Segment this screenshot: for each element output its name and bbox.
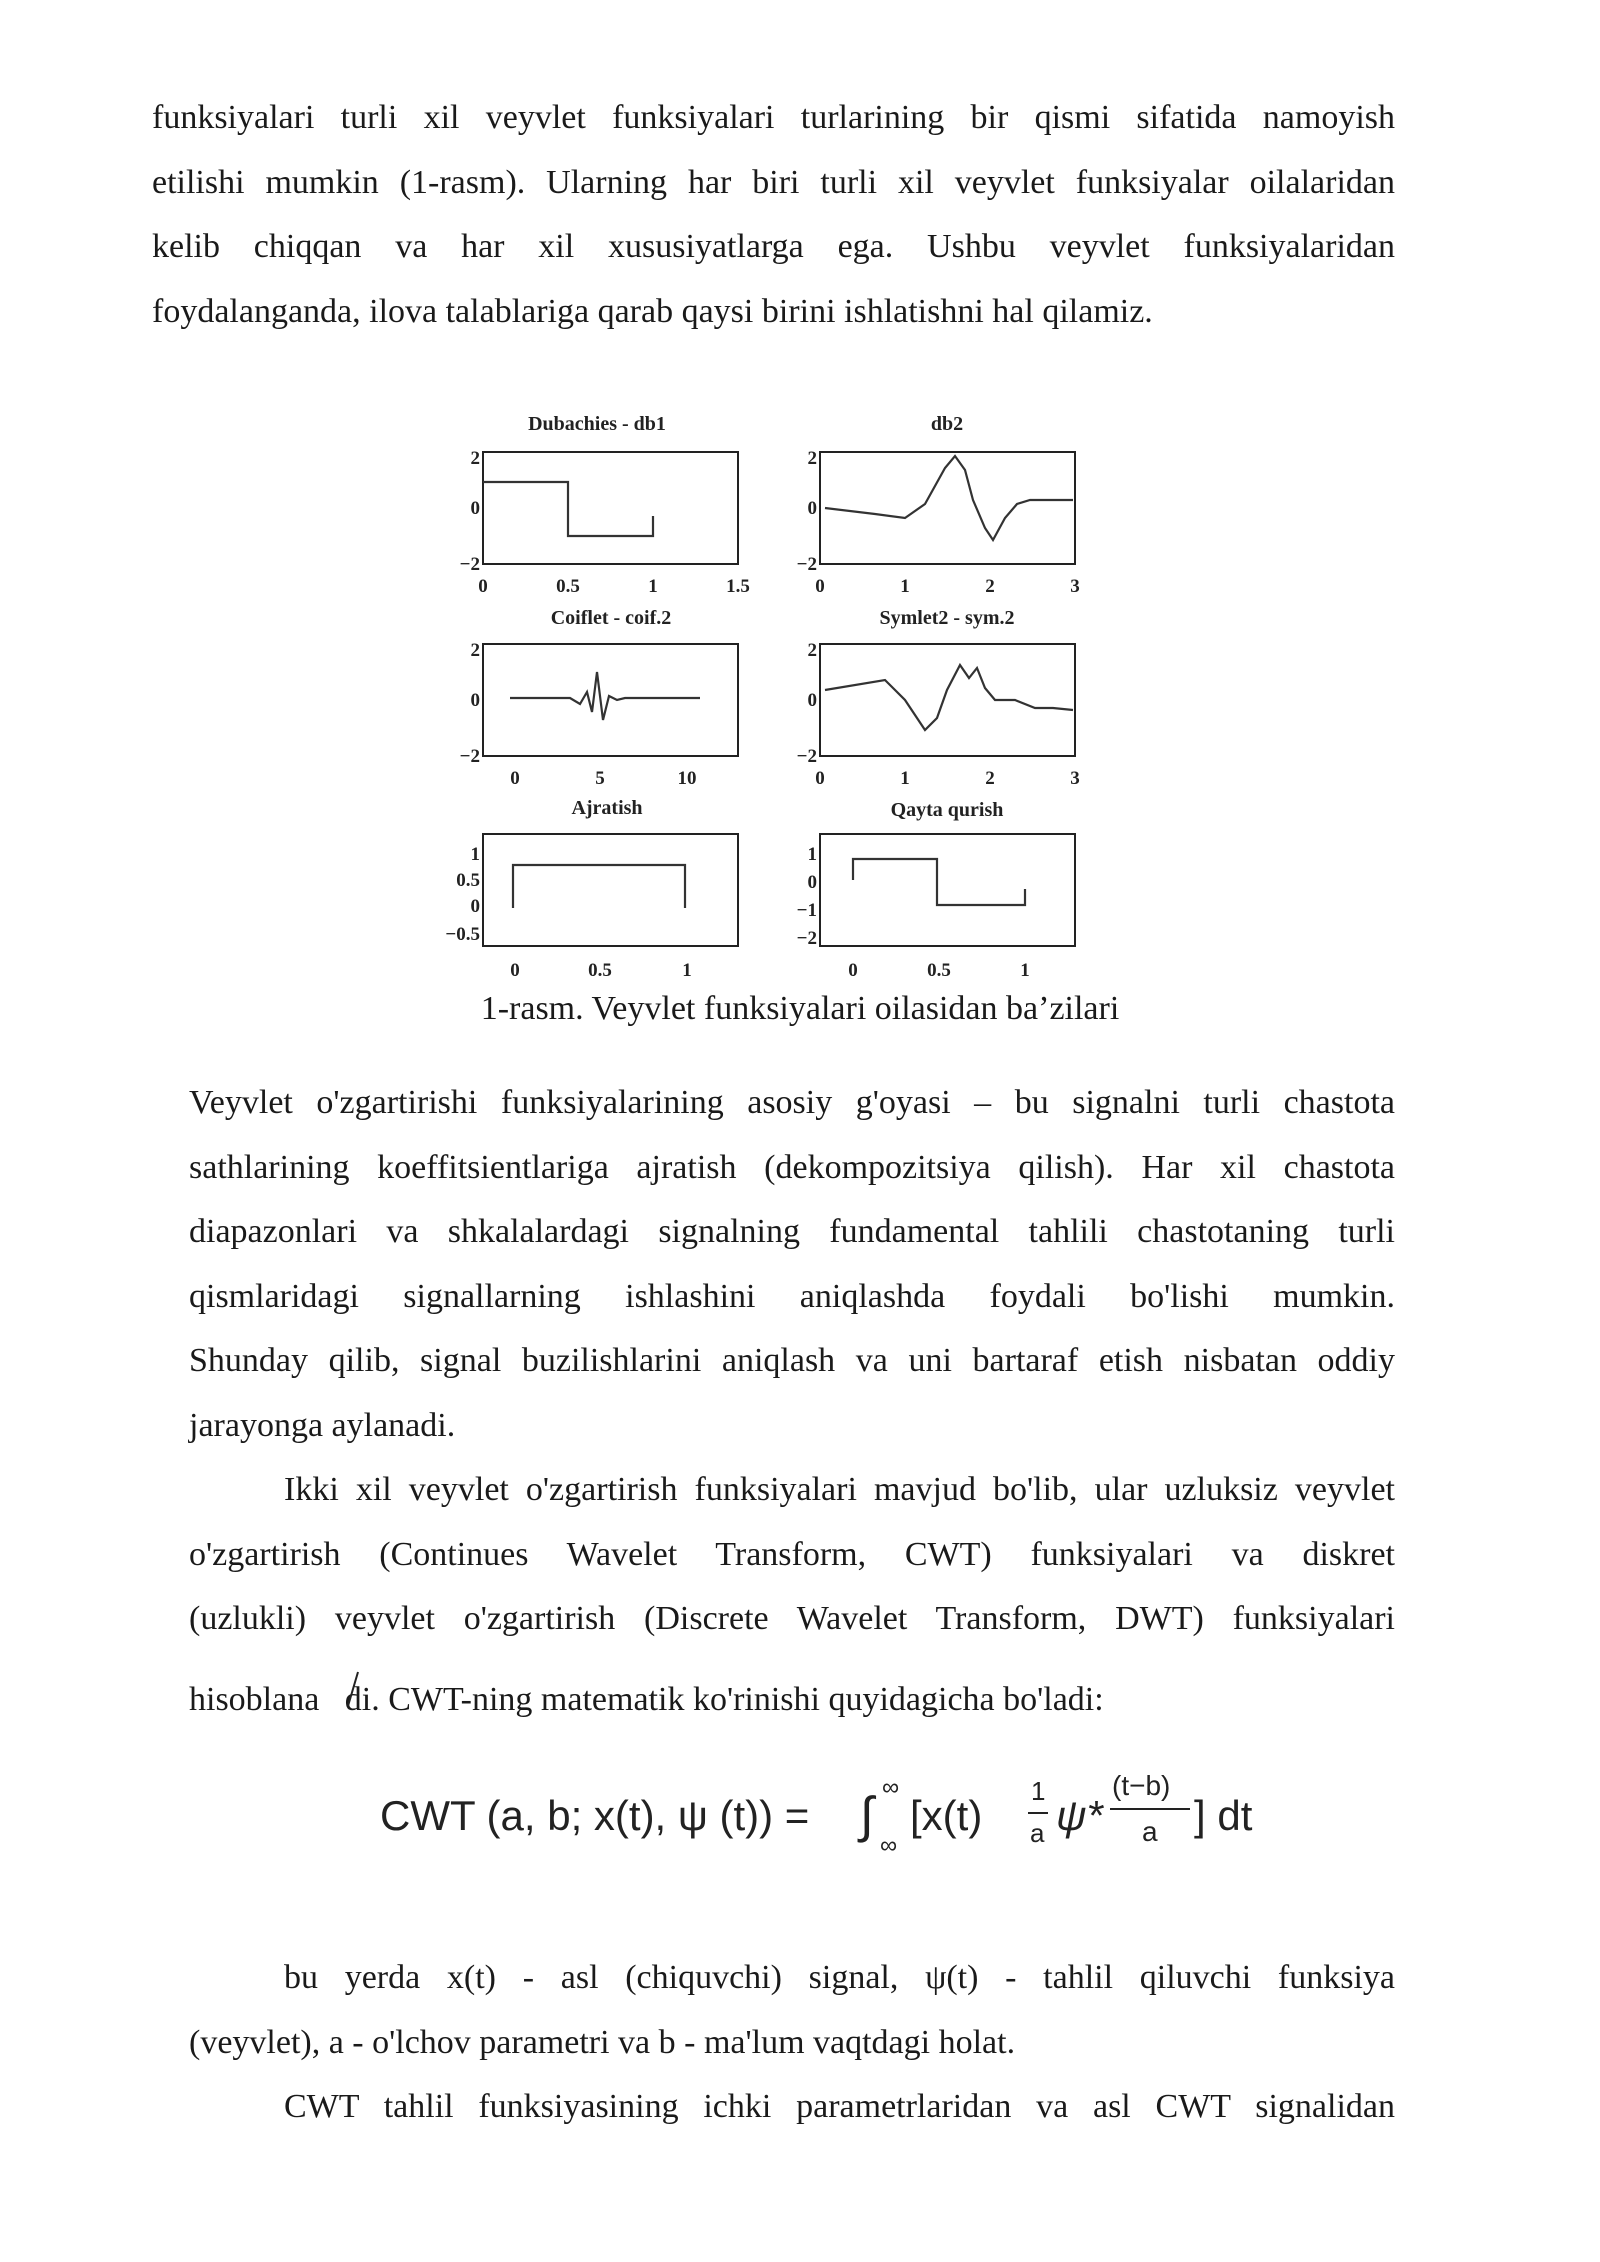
- y-tick: 0: [470, 498, 480, 519]
- y-tick: −2: [796, 554, 817, 575]
- text-line: kelib chiqqan va har xil xususiyatlarga ega. Ushbu veyvlet funksiyalaridan: [152, 228, 1395, 265]
- y-tick: −0.5: [445, 924, 480, 945]
- x-tick: 1: [900, 768, 910, 789]
- y-tick: −1: [796, 900, 817, 921]
- body-paragraph: [189, 1946, 1395, 2075]
- fraction-bar: [1110, 1808, 1190, 1810]
- text-line: funksiyalari turli xil veyvlet funksiyalari turlarining bir qismi sifatida namoyish: [152, 99, 1395, 136]
- x-tick: 10: [677, 768, 697, 789]
- panel-frame-qayta-qurish: [820, 834, 1075, 946]
- panel-title: Qayta qurish: [890, 799, 1004, 821]
- curve-db2: [825, 456, 1073, 540]
- y-tick: 0: [470, 690, 480, 711]
- y-tick: 2: [470, 448, 480, 469]
- x-tick: 0: [510, 768, 520, 789]
- x-tick: 1: [900, 576, 910, 597]
- x-tick: 0: [848, 960, 858, 981]
- body-paragraph: [189, 1071, 1395, 1458]
- text-line: sathlarining koeffitsientlariga ajratish (dekompozitsiya qilish). Har xil chastota: [189, 1148, 1395, 1186]
- x-tick: 0.5: [588, 960, 612, 981]
- y-tick: −2: [796, 928, 817, 949]
- curve-ajratish: [513, 865, 685, 908]
- text-line: Shunday qilib, signal buzilishlarini aniqlash va uni bartaraf etish nisbatan oddiy: [189, 1342, 1395, 1379]
- frac1-num: 1: [1031, 1776, 1046, 1806]
- y-tick: 2: [470, 640, 480, 661]
- panel-title: Symlet2 - sym.2: [879, 607, 1015, 629]
- panel-title: Ajratish: [571, 797, 643, 819]
- integral-lower: ∞: [880, 1832, 898, 1859]
- x-tick: 0: [815, 576, 825, 597]
- x-tick: 3: [1070, 576, 1080, 597]
- x-tick: 2: [985, 768, 995, 789]
- curve-coif2: [510, 672, 700, 720]
- y-tick: −2: [459, 554, 480, 575]
- equation-lhs: CWT (a, b; x(t), ψ (t)) =: [380, 1792, 810, 1839]
- y-tick: −2: [459, 746, 480, 767]
- y-tick: 0: [470, 896, 480, 917]
- y-tick: 0: [807, 498, 817, 519]
- x-tick: 1.5: [726, 576, 750, 597]
- body-paragraph: [189, 1458, 1395, 1732]
- text-line: (uzlukli) veyvlet o'zgartirish (Discrete Wavelet Transform, DWT) funksiyalari: [189, 1600, 1395, 1637]
- y-tick: 0: [807, 690, 817, 711]
- curve-sym2: [825, 665, 1073, 730]
- panel-frame-ajratish: [483, 834, 738, 946]
- text-line: (veyvlet), a - o'lchov parametri va b - ma'lum vaqtdagi holat.: [189, 2023, 1016, 2061]
- panel-frame-coif2: [483, 644, 738, 756]
- panel-frame-sym2: [820, 644, 1075, 756]
- figure-caption: 1-rasm. Veyvlet funksiyalari oilasidan ba’zilari: [480, 990, 1120, 1027]
- curve-db1: [483, 482, 653, 536]
- equation-body-open: [x(t): [910, 1792, 983, 1839]
- body-paragraph: [189, 2075, 1395, 2140]
- panel-frame-db1: [483, 452, 738, 564]
- text-line: bu yerda x(t) - asl (chiquvchi) signal, ψ(t) - tahlil qiluvchi funksiya: [284, 1959, 1395, 1996]
- x-tick: 0: [478, 576, 488, 597]
- text-line: Ikki xil veyvlet o'zgartirish funksiyalari mavjud bo'lib, ular uzluksiz veyvlet: [284, 1471, 1395, 1508]
- frac2-den: a: [1142, 1816, 1158, 1847]
- wavelet-figure: [425, 400, 1125, 985]
- psi-star: ψ*: [1056, 1792, 1103, 1839]
- panel-title: Dubachies - db1: [528, 413, 666, 435]
- x-tick: 0.5: [927, 960, 951, 981]
- text-line: diapazonlari va shkalalardagi signalning fundamental tahlili chastotaning turli: [189, 1213, 1395, 1250]
- y-tick: 0.5: [456, 870, 480, 891]
- intro-paragraph: [152, 86, 1395, 344]
- panel-frame-db2: [820, 452, 1075, 564]
- y-tick: 2: [807, 448, 817, 469]
- x-tick: 0.5: [556, 576, 580, 597]
- y-tick: −2: [796, 746, 817, 767]
- x-tick: 3: [1070, 768, 1080, 789]
- text-line: o'zgartirish (Continues Wavelet Transform, CWT) funksiyalari va diskret: [189, 1535, 1395, 1573]
- cwt-equation: [380, 1770, 1280, 1880]
- frac1-den: a: [1030, 1818, 1045, 1848]
- equation-body-close: ] dt: [1194, 1792, 1253, 1839]
- x-tick: 1: [648, 576, 658, 597]
- curve-qayta-qurish: [853, 859, 1025, 905]
- x-tick: 0: [510, 960, 520, 981]
- y-tick: 2: [807, 640, 817, 661]
- x-tick: 1: [682, 960, 692, 981]
- frac2-num: (t−b): [1112, 1770, 1171, 1801]
- x-tick: 5: [595, 768, 605, 789]
- text-line: foydalanganda, ilova talablariga qarab qaysi birini ishlatishni hal qilamiz.: [152, 292, 1153, 330]
- x-tick: 1: [1020, 960, 1030, 981]
- integral-sign: ∫: [860, 1787, 874, 1843]
- text-line: hisoblana di. CWT-ning matematik ko'rinishi quyidagicha bo'ladi:: [189, 1680, 1104, 1718]
- panel-title: db2: [930, 413, 964, 435]
- y-tick: 1: [807, 844, 817, 865]
- integral-upper: ∞: [882, 1774, 900, 1801]
- text-line: CWT tahlil funksiyasining ichki parametrlaridan va asl CWT signalidan: [284, 2088, 1395, 2125]
- text-line: qismlaridagi signallarning ishlashini aniqlashda foydali bo'lishi mumkin.: [189, 1277, 1395, 1315]
- x-tick: 0: [815, 768, 825, 789]
- text-line: etilishi mumkin (1-rasm). Ularning har biri turli xil veyvlet funksiyalar oilalaridan: [152, 163, 1395, 201]
- y-tick: 1: [470, 844, 480, 865]
- panel-title: Coiflet - coif.2: [550, 607, 672, 629]
- fraction-bar: [1028, 1812, 1048, 1814]
- x-tick: 2: [985, 576, 995, 597]
- text-line: Veyvlet o'zgartirishi funksiyalarining asosiy g'oyasi – bu signalni turli chastota: [189, 1084, 1395, 1121]
- slash-mark: [346, 1670, 360, 1708]
- text-line: jarayonga aylanadi.: [189, 1406, 456, 1444]
- y-tick: 0: [807, 872, 817, 893]
